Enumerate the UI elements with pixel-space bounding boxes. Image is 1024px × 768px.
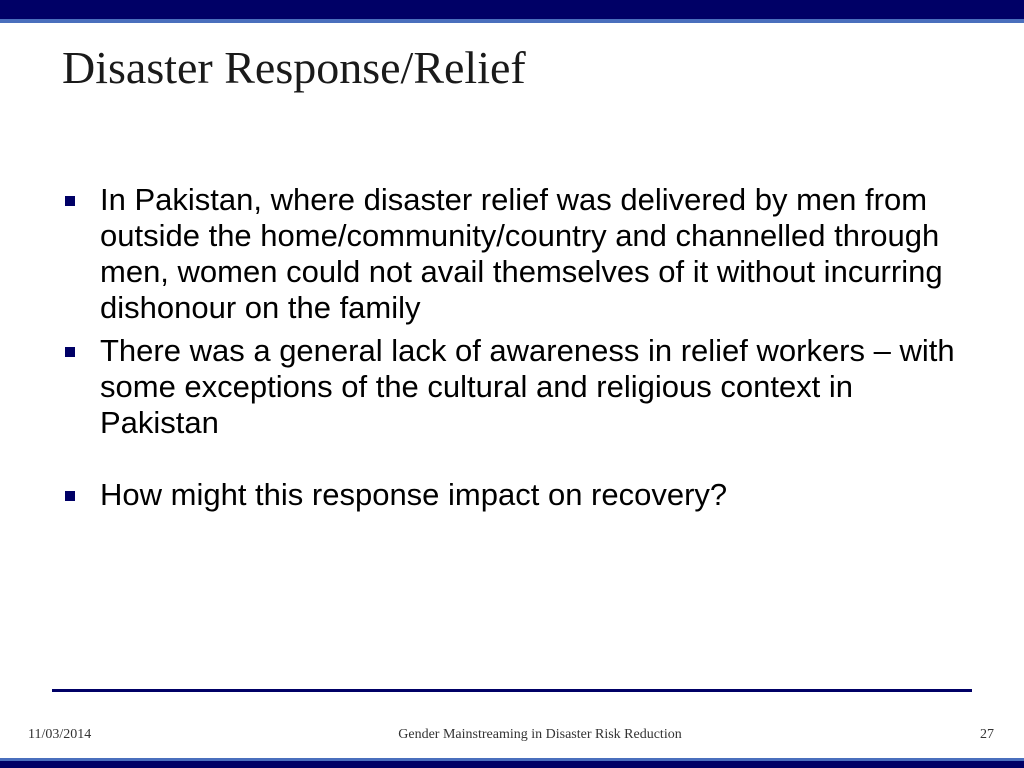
top-accent-stripe [0, 19, 1024, 23]
bottom-footer-bar [0, 761, 1024, 768]
bullet-item [62, 477, 962, 513]
square-bullet-icon [65, 196, 75, 206]
page-number: 27 [980, 727, 994, 742]
footer-date: 11/03/2014 [28, 727, 92, 742]
bullet-item [62, 182, 962, 326]
top-header-bar [0, 0, 1024, 19]
bullet-text: In Pakistan, where disaster relief was delivered by men from outside the home/community/country and channelled through men, women could not avail themselves of it without incurring dishonour on the family [100, 182, 943, 325]
square-bullet-icon [65, 347, 75, 357]
slide-title: Disaster Response/Relief [62, 42, 526, 93]
footer-divider [52, 689, 972, 692]
bullet-list [62, 182, 962, 513]
bullet-item [62, 333, 962, 441]
square-bullet-icon [65, 491, 75, 501]
footer-title: Gender Mainstreaming in Disaster Risk Reduction [398, 727, 682, 742]
bullet-text: How might this response impact on recovery? [100, 477, 728, 512]
bullet-text: There was a general lack of awareness in relief workers – with some exceptions of the cultural and religious context in Pakistan [100, 333, 955, 440]
